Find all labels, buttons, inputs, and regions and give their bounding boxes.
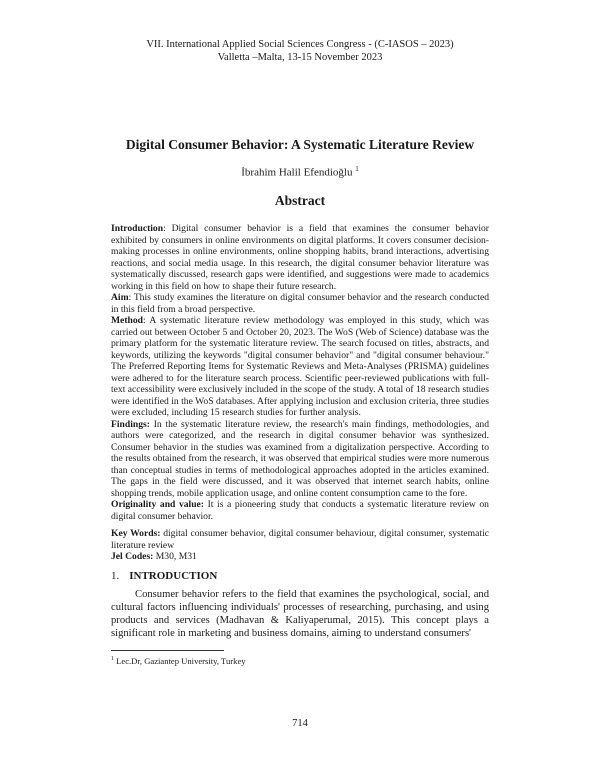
author-name: İbrahim Halil Efendioğlu [241, 166, 353, 179]
section-heading [111, 570, 217, 582]
paper-title: Digital Consumer Behavior: A Systematic Literature Review [125, 137, 475, 152]
page-number: 714 [292, 718, 308, 729]
abstract-findings-label: Findings: [111, 418, 150, 430]
footnote-divider [111, 650, 224, 651]
abstract-aim-label: Aim [111, 292, 129, 303]
abstract-findings-text: In the systematic literature review, the research's main findings, methodologies, and authors were categorized, and the research in digital consumer behavior was synthesized. Consumer behavior in the studies was examined from a digitalization perspective. According to the results obtained from the research, it was observed that empirical studies were more numerous than conceptual studies in terms of methodological approaches adopted in the articles examined. The gaps in the field were discussed, and it was observed that internet search habits, online shopping trends, mobile application usage, and online content consumption came to the fore. [111, 418, 489, 499]
abstract-heading: Abstract [274, 193, 326, 208]
conference-header [0, 38, 600, 64]
abstract-originality-label: Originality and value: [111, 499, 204, 510]
abstract-keywords [111, 528, 489, 551]
abstract-introduction-label: Introduction [111, 223, 164, 234]
abstract-aim [111, 292, 489, 315]
footnote [111, 656, 246, 666]
abstract-method-text: : A systematic literature review methodology was employed in this study, which was carried out between October 5 and October 20, 2023. The WoS (Web of Science) database was the primary platform for the systematic literature review. The search focused on titles, abstracts, and keywords, utilizing the keywords "digital consumer behavior" and "digital consumer behaviour." The Preferred Reporting Items for Systematic Reviews and Meta-Analyses (PRISMA) guidelines were adhered to for the literature search process. Scientific peer-reviewed publications with full-text accessibility were exclusively included in the scope of the study. A total of 18 research studies were identified in the WoS databases. After applying inclusion and exclusion criteria, three studies were excluded, including 15 research studies for further analysis. [111, 315, 489, 418]
footnote-text: Lec.Dr, Gaziantep University, Turkey [114, 656, 246, 666]
abstract-keywords-text: digital consumer behavior, digital consumer behaviour, digital consumer, systematic literature review [111, 528, 489, 551]
footnote-mark: 1 [111, 656, 114, 663]
section-number: 1. [111, 570, 120, 582]
abstract-originality-text: It is a pioneering study that conducts a systematic literature review on digital consumer behavior. [111, 499, 489, 522]
author-line [0, 165, 600, 179]
conference-name: VII. International Applied Social Sciences Congress - (C-IASOS – 2023) [146, 39, 454, 50]
abstract-aim-text: : This study examines the literature on digital consumer behavior and the research conducted in this field from a broad perspective. [111, 292, 489, 315]
abstract-method-label: Method [111, 315, 143, 326]
conference-location-date: Valletta –Malta, 13-15 November 2023 [217, 52, 383, 63]
introduction-paragraph: Consumer behavior refers to the field that examines the psychological, social, and cultural factors influencing individuals' processes of researching, purchasing, and using products and services (Madhavan & Kaliyaperumal, 2015). This concept plays a significant role in marketing and business domains, aiming to understand consumers' [111, 589, 489, 639]
abstract-method [111, 315, 489, 419]
abstract-keywords-label: Key Words: [111, 528, 161, 539]
abstract-jel-text: M30, M31 [153, 551, 197, 562]
abstract-jel-codes [111, 551, 489, 563]
abstract-findings [111, 419, 489, 500]
section-title: INTRODUCTION [129, 570, 218, 582]
abstract-originality [111, 499, 489, 522]
abstract-introduction [111, 223, 489, 292]
abstract-jel-label: Jel Codes: [111, 551, 154, 562]
abstract-introduction-text: : Digital consumer behavior is a field that examines the consumer behavior exhibited by consumers in online environments on digital platforms. It covers consumer decision-making processes in online environments, online shopping habits, brand interactions, advertising reactions, and social media usage. In this research, the digital consumer behavior literature was systematically discussed, research gaps were identified, and suggestions were made to academics working in this field on how to shape their future research. [111, 223, 489, 292]
abstract-body [111, 223, 489, 563]
author-footnote-mark: 1 [355, 165, 359, 173]
